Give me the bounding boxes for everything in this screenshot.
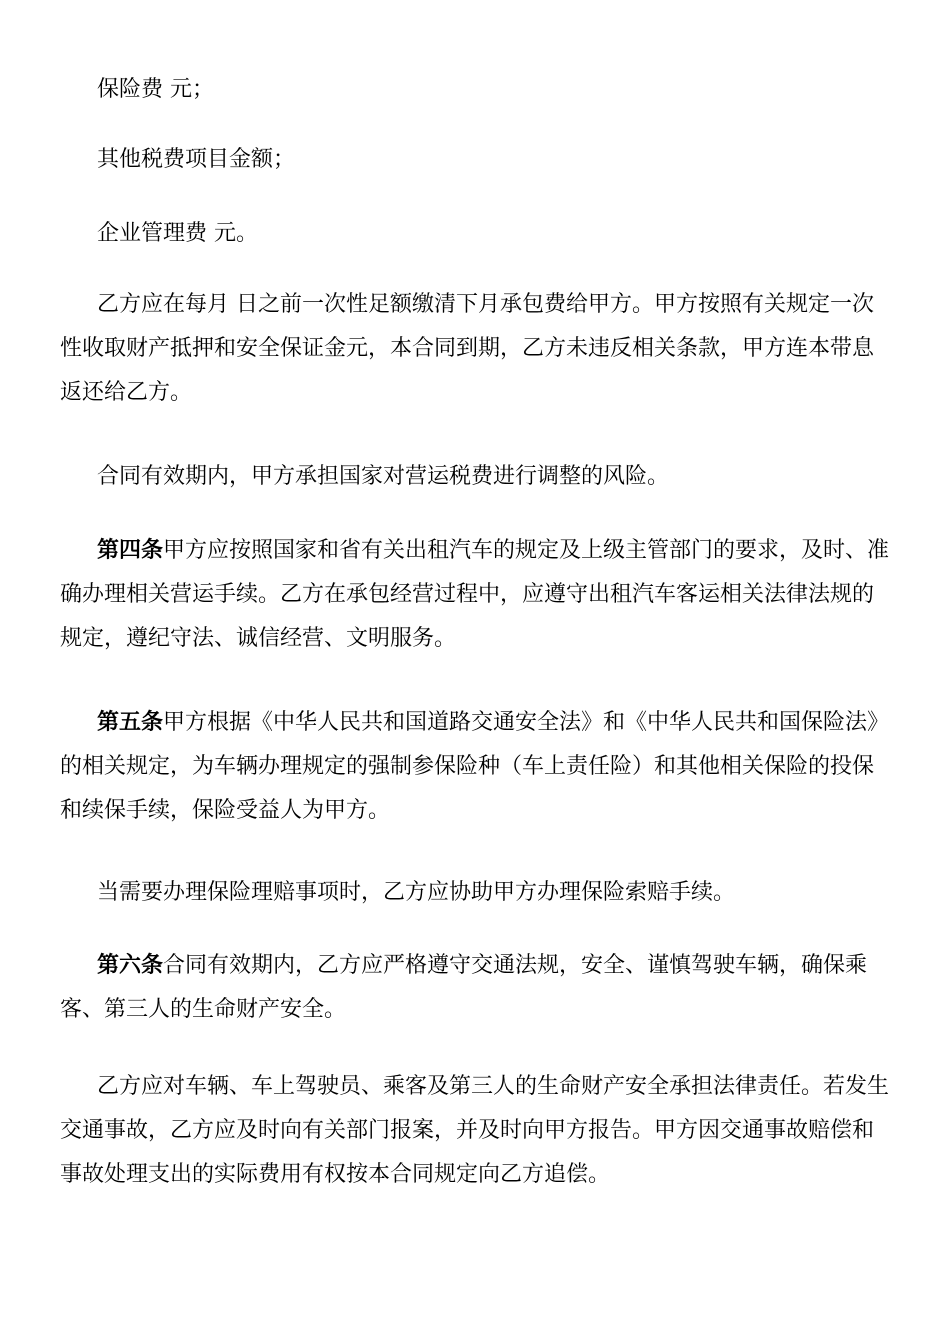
paragraph-text: 甲方根据《中华人民共和国道路交通安全法》和《中华人民共和国保险法》的相关规定，为车辆办理规定的强制参保险种（车上责任险）和其他相关保险的投保和续保手续，保险受益人为甲方。 [60,710,890,823]
paragraph-liability [60,1065,890,1197]
paragraph-text: 企业管理费 元。 [97,221,258,246]
paragraph-text: 甲方应按照国家和省有关出租汽车的规定及上级主管部门的要求，及时、准确办理相关营运手续。乙方在承包经营过程中，应遵守出租汽车客运相关法律法规的规定，遵纪守法、诚信经营、文明服务。 [60,538,890,651]
paragraph-text: 保险费 元； [97,77,214,102]
paragraph-text: 当需要办理保险理赔事项时，乙方应协助甲方办理保险索赔手续。 [97,880,736,905]
article-five [60,700,890,833]
paragraph-tax-risk [60,455,890,499]
paragraph-text: 合同有效期内，乙方应严格遵守交通法规，安全、谨慎驾驶车辆，确保乘客、第三人的生命财产安全。 [60,953,868,1022]
article-four [60,528,890,661]
article-heading: 第四条 [97,537,164,563]
paragraph-other-taxes [60,138,890,182]
article-six [60,943,890,1032]
article-heading: 第五条 [97,709,164,735]
paragraph-payment [60,283,890,415]
paragraph-text: 其他税费项目金额； [97,147,296,172]
paragraph-insurance-fee [60,68,890,112]
paragraph-insurance-claim [60,871,890,915]
paragraph-text: 合同有效期内，甲方承担国家对营运税费进行调整的风险。 [97,464,670,489]
paragraph-management-fee [60,212,890,256]
article-heading: 第六条 [97,952,164,978]
paragraph-text: 乙方应在每月 日之前一次性足额缴清下月承包费给甲方。甲方按照有关规定一次性收取财产抵押和安全保证金元，本合同到期，乙方未违反相关条款，甲方连本带息返还给乙方。 [60,292,875,405]
paragraph-text: 乙方应对车辆、车上驾驶员、乘客及第三人的生命财产安全承担法律责任。若发生交通事故，乙方应及时向有关部门报案，并及时向甲方报告。甲方因交通事故赔偿和事故处理支出的实际费用有权按本合同规定向乙方追偿。 [60,1074,890,1187]
